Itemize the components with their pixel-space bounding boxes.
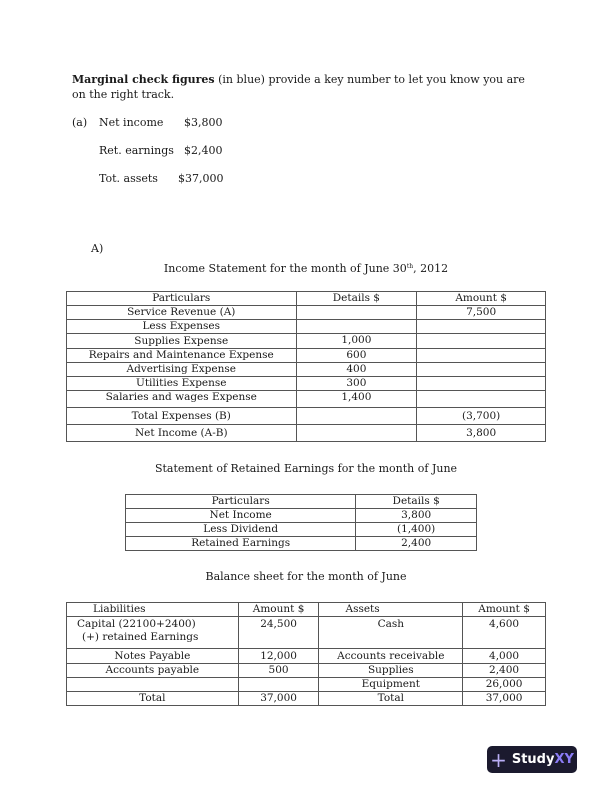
- table-header-row: [126, 495, 477, 509]
- header-cell: Amount $: [463, 603, 546, 617]
- table-row: [67, 408, 546, 425]
- plus-icon: +: [490, 747, 507, 772]
- cell: Advertising Expense: [67, 363, 297, 377]
- cell: Utilities Expense: [67, 377, 297, 391]
- table-row: [67, 377, 546, 391]
- cell: Supplies: [319, 664, 463, 678]
- intro-paragraph: [72, 72, 542, 102]
- income-statement-table: [66, 291, 546, 442]
- check-name: Ret. earnings: [99, 144, 174, 157]
- cell: Net Income: [126, 509, 356, 523]
- cell: [296, 408, 417, 425]
- cell: Notes Payable: [67, 649, 239, 664]
- cell: Supplies Expense: [67, 334, 297, 349]
- table-row: [67, 306, 546, 320]
- cell: Less Dividend: [126, 523, 356, 537]
- title-text: Income Statement for the month of June 30: [163, 262, 407, 275]
- retained-line: (+) retained Earnings: [82, 631, 199, 643]
- cell: Accounts payable: [67, 664, 239, 678]
- cell: [417, 377, 546, 391]
- cell: 7,500: [417, 306, 546, 320]
- cell: 2,400: [463, 664, 546, 678]
- cell: 4,000: [463, 649, 546, 664]
- retained-earnings-title: Statement of Retained Earnings for the month of June: [154, 462, 458, 475]
- cell: 2,400: [356, 537, 477, 551]
- table-row: [67, 320, 546, 334]
- cell: Service Revenue (A): [67, 306, 297, 320]
- title-sup: th: [406, 263, 414, 270]
- table-row: [126, 537, 477, 551]
- cell: [296, 320, 417, 334]
- cell: 3,800: [356, 509, 477, 523]
- header-cell: Particulars: [67, 292, 297, 306]
- cell: [417, 334, 546, 349]
- cell: Accounts receivable: [319, 649, 463, 664]
- cell: Total: [67, 692, 239, 706]
- header-cell: Details $: [296, 292, 417, 306]
- cell: 37,000: [463, 692, 546, 706]
- table-row: [67, 425, 546, 442]
- retained-earnings-table: [125, 494, 477, 551]
- intro-bold: Marginal check figures: [72, 73, 215, 86]
- cell: 26,000: [463, 678, 546, 692]
- cell: [67, 617, 239, 649]
- cell: 4,600: [463, 617, 546, 649]
- check-label: (a): [72, 116, 88, 129]
- income-statement-title: [66, 260, 546, 276]
- cell: [296, 306, 417, 320]
- title-text: , 2012: [413, 262, 449, 275]
- header-cell: Assets: [319, 603, 463, 617]
- balance-sheet-title: Balance sheet for the month of June: [205, 570, 407, 583]
- table-row: [126, 509, 477, 523]
- cell: 300: [296, 377, 417, 391]
- table-row: [67, 649, 546, 664]
- table-row: [67, 363, 546, 377]
- cell: Cash: [319, 617, 463, 649]
- cell: Equipment: [319, 678, 463, 692]
- check-name: Net income: [99, 116, 164, 129]
- table-row: [126, 523, 477, 537]
- cell: Total: [319, 692, 463, 706]
- cell: 1,000: [296, 334, 417, 349]
- cell: [296, 425, 417, 442]
- section-label: A): [91, 242, 104, 255]
- badge-study: Study: [511, 752, 555, 767]
- cell: [67, 678, 239, 692]
- check-value: $2,400: [184, 144, 223, 157]
- cell: [417, 363, 546, 377]
- cell: [417, 349, 546, 363]
- check-value: $3,800: [184, 116, 223, 129]
- cell: (1,400): [356, 523, 477, 537]
- check-value: $37,000: [178, 172, 224, 185]
- cell: 3,800: [417, 425, 546, 442]
- badge-xy: XY: [554, 752, 574, 767]
- cell: 24,500: [238, 617, 319, 649]
- header-cell: Amount $: [417, 292, 546, 306]
- intro-text: (in blue) provide a key number to let you know you are on the right track.: [72, 73, 525, 101]
- cell: Less Expenses: [67, 320, 297, 334]
- header-cell: Amount $: [238, 603, 319, 617]
- table-row: [67, 692, 546, 706]
- header-cell: Details $: [356, 495, 477, 509]
- table-row: [67, 678, 546, 692]
- table-header-row: [67, 603, 546, 617]
- cell: [238, 678, 319, 692]
- cell: 1,400: [296, 391, 417, 408]
- balance-sheet-table: [66, 602, 546, 706]
- check-name: Tot. assets: [99, 172, 158, 185]
- cell: Salaries and wages Expense: [67, 391, 297, 408]
- table-row: [67, 391, 546, 408]
- cell: 400: [296, 363, 417, 377]
- table-row: [67, 349, 546, 363]
- capital-line: Capital (22100+2400): [77, 618, 196, 630]
- cell: 500: [238, 664, 319, 678]
- table-row: [67, 664, 546, 678]
- studyxy-badge[interactable]: [487, 746, 577, 773]
- cell: 600: [296, 349, 417, 363]
- table-header-row: [67, 292, 546, 306]
- cell: Retained Earnings: [126, 537, 356, 551]
- cell: 12,000: [238, 649, 319, 664]
- table-row: [67, 334, 546, 349]
- cell: 37,000: [238, 692, 319, 706]
- cell: Net Income (A-B): [67, 425, 297, 442]
- header-cell: Liabilities: [67, 603, 239, 617]
- cell: [417, 391, 546, 408]
- cell: Repairs and Maintenance Expense: [67, 349, 297, 363]
- header-cell: Particulars: [126, 495, 356, 509]
- cell: [417, 320, 546, 334]
- cell: (3,700): [417, 408, 546, 425]
- table-row: [67, 617, 546, 649]
- cell: Total Expenses (B): [67, 408, 297, 425]
